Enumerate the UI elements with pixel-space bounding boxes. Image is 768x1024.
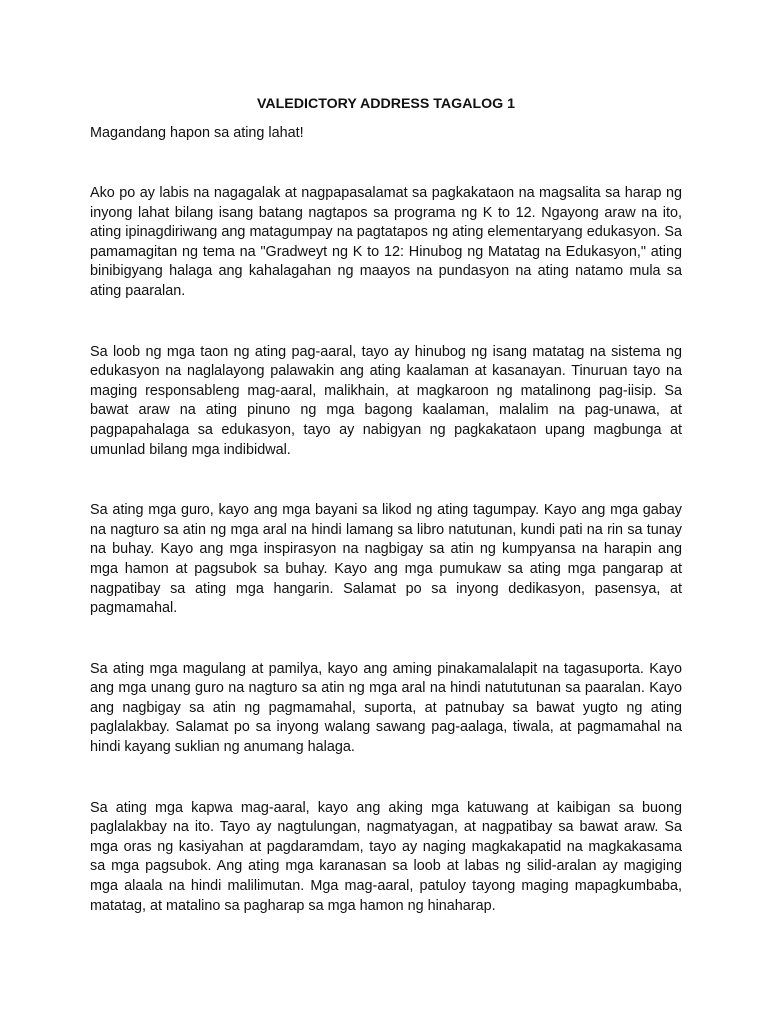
- greeting-line: Magandang hapon sa ating lahat!: [90, 125, 304, 141]
- document-title: VALEDICTORY ADDRESS TAGALOG 1: [256, 96, 516, 112]
- paragraph-1: Ako po ay labis na nagagalak at nagpapasalamat sa pagkakataon na magsalita sa harap ng inyong lahat bilang isang batang nagtapos sa programa ng K to 12. Ngayong araw na ito, ating ipinagdiriwang ang matagumpay na pagtatapos ng ating elementaryang edukasyon. Sa pamamagitan ng tema na "Gradweyt ng K to 12: Hinubog ng Matatag na Edukasyon," ating binibigyang halaga ang kahalagahan ng maayos na pundasyon na ating natamo mula sa ating paaralan.: [90, 185, 682, 299]
- paragraph-5: Sa ating mga kapwa mag-aaral, kayo ang aking mga katuwang at kaibigan sa buong paglalakbay na ito. Tayo ay nagtulungan, nagmatyagan, at nagpatibay sa bawat araw. Sa mga oras ng kasiyahan at pagdaramdam, tayo ay naging magkakapatid na magkakasama sa mga pagsubok. Ang ating mga karanasan sa loob at labas ng silid-aralan ay magiging mga alaala na hindi malilimutan. Mga mag-aaral, patuloy tayong maging mapagkumbaba, matatag, at matalino sa pagharap sa mga hamon ng hinaharap.: [90, 799, 682, 914]
- paragraph-4: Sa ating mga magulang at pamilya, kayo ang aming pinakamalalapit na tagasuporta. Kayo ang mga unang guro na nagturo sa atin ng mga aral na hindi natututunan sa paaralan. Kayo ang nagbigay sa atin ng pagmamahal, suporta, at patnubay sa bawat yugto ng ating paglalakbay. Salamat po sa inyong walang sawang pag-aalaga, tiwala, at pagmamahal na hindi kayang suklian ng anumang halaga.: [90, 660, 682, 756]
- paragraph-2: Sa loob ng mga taon ng ating pag-aaral, tayo ay hinubog ng isang matatag na sistema ng edukasyon na naglalayong palawakin ang ating kaalaman at kasanayan. Tinuruan tayo na maging responsableng mag-aaral, malikhain, at magkaroon ng matalinong pag-iisip. Sa bawat araw na ating pinuno ng mga bagong kaalaman, malalim na pag-unawa, at pagpapahalaga sa edukasyon, tayo ay nabigyan ng pagkakataon upang magbunga at umunlad bilang mga indibidwal.: [90, 343, 682, 458]
- paragraph-3: Sa ating mga guro, kayo ang mga bayani sa likod ng ating tagumpay. Kayo ang mga gabay na nagturo sa atin ng mga aral na hindi lamang sa libro natutunan, kundi pati na rin sa tunay na buhay. Kayo ang mga inspirasyon na nagbigay sa atin ng kumpyansa na harapin ang mga hamon at pagsubok sa buhay. Kayo ang mga pumukaw sa ating mga pangarap at nagpatibay sa ating mga hangarin. Salamat po sa inyong dedikasyon, pasensya, at pagmamahal.: [90, 502, 682, 617]
